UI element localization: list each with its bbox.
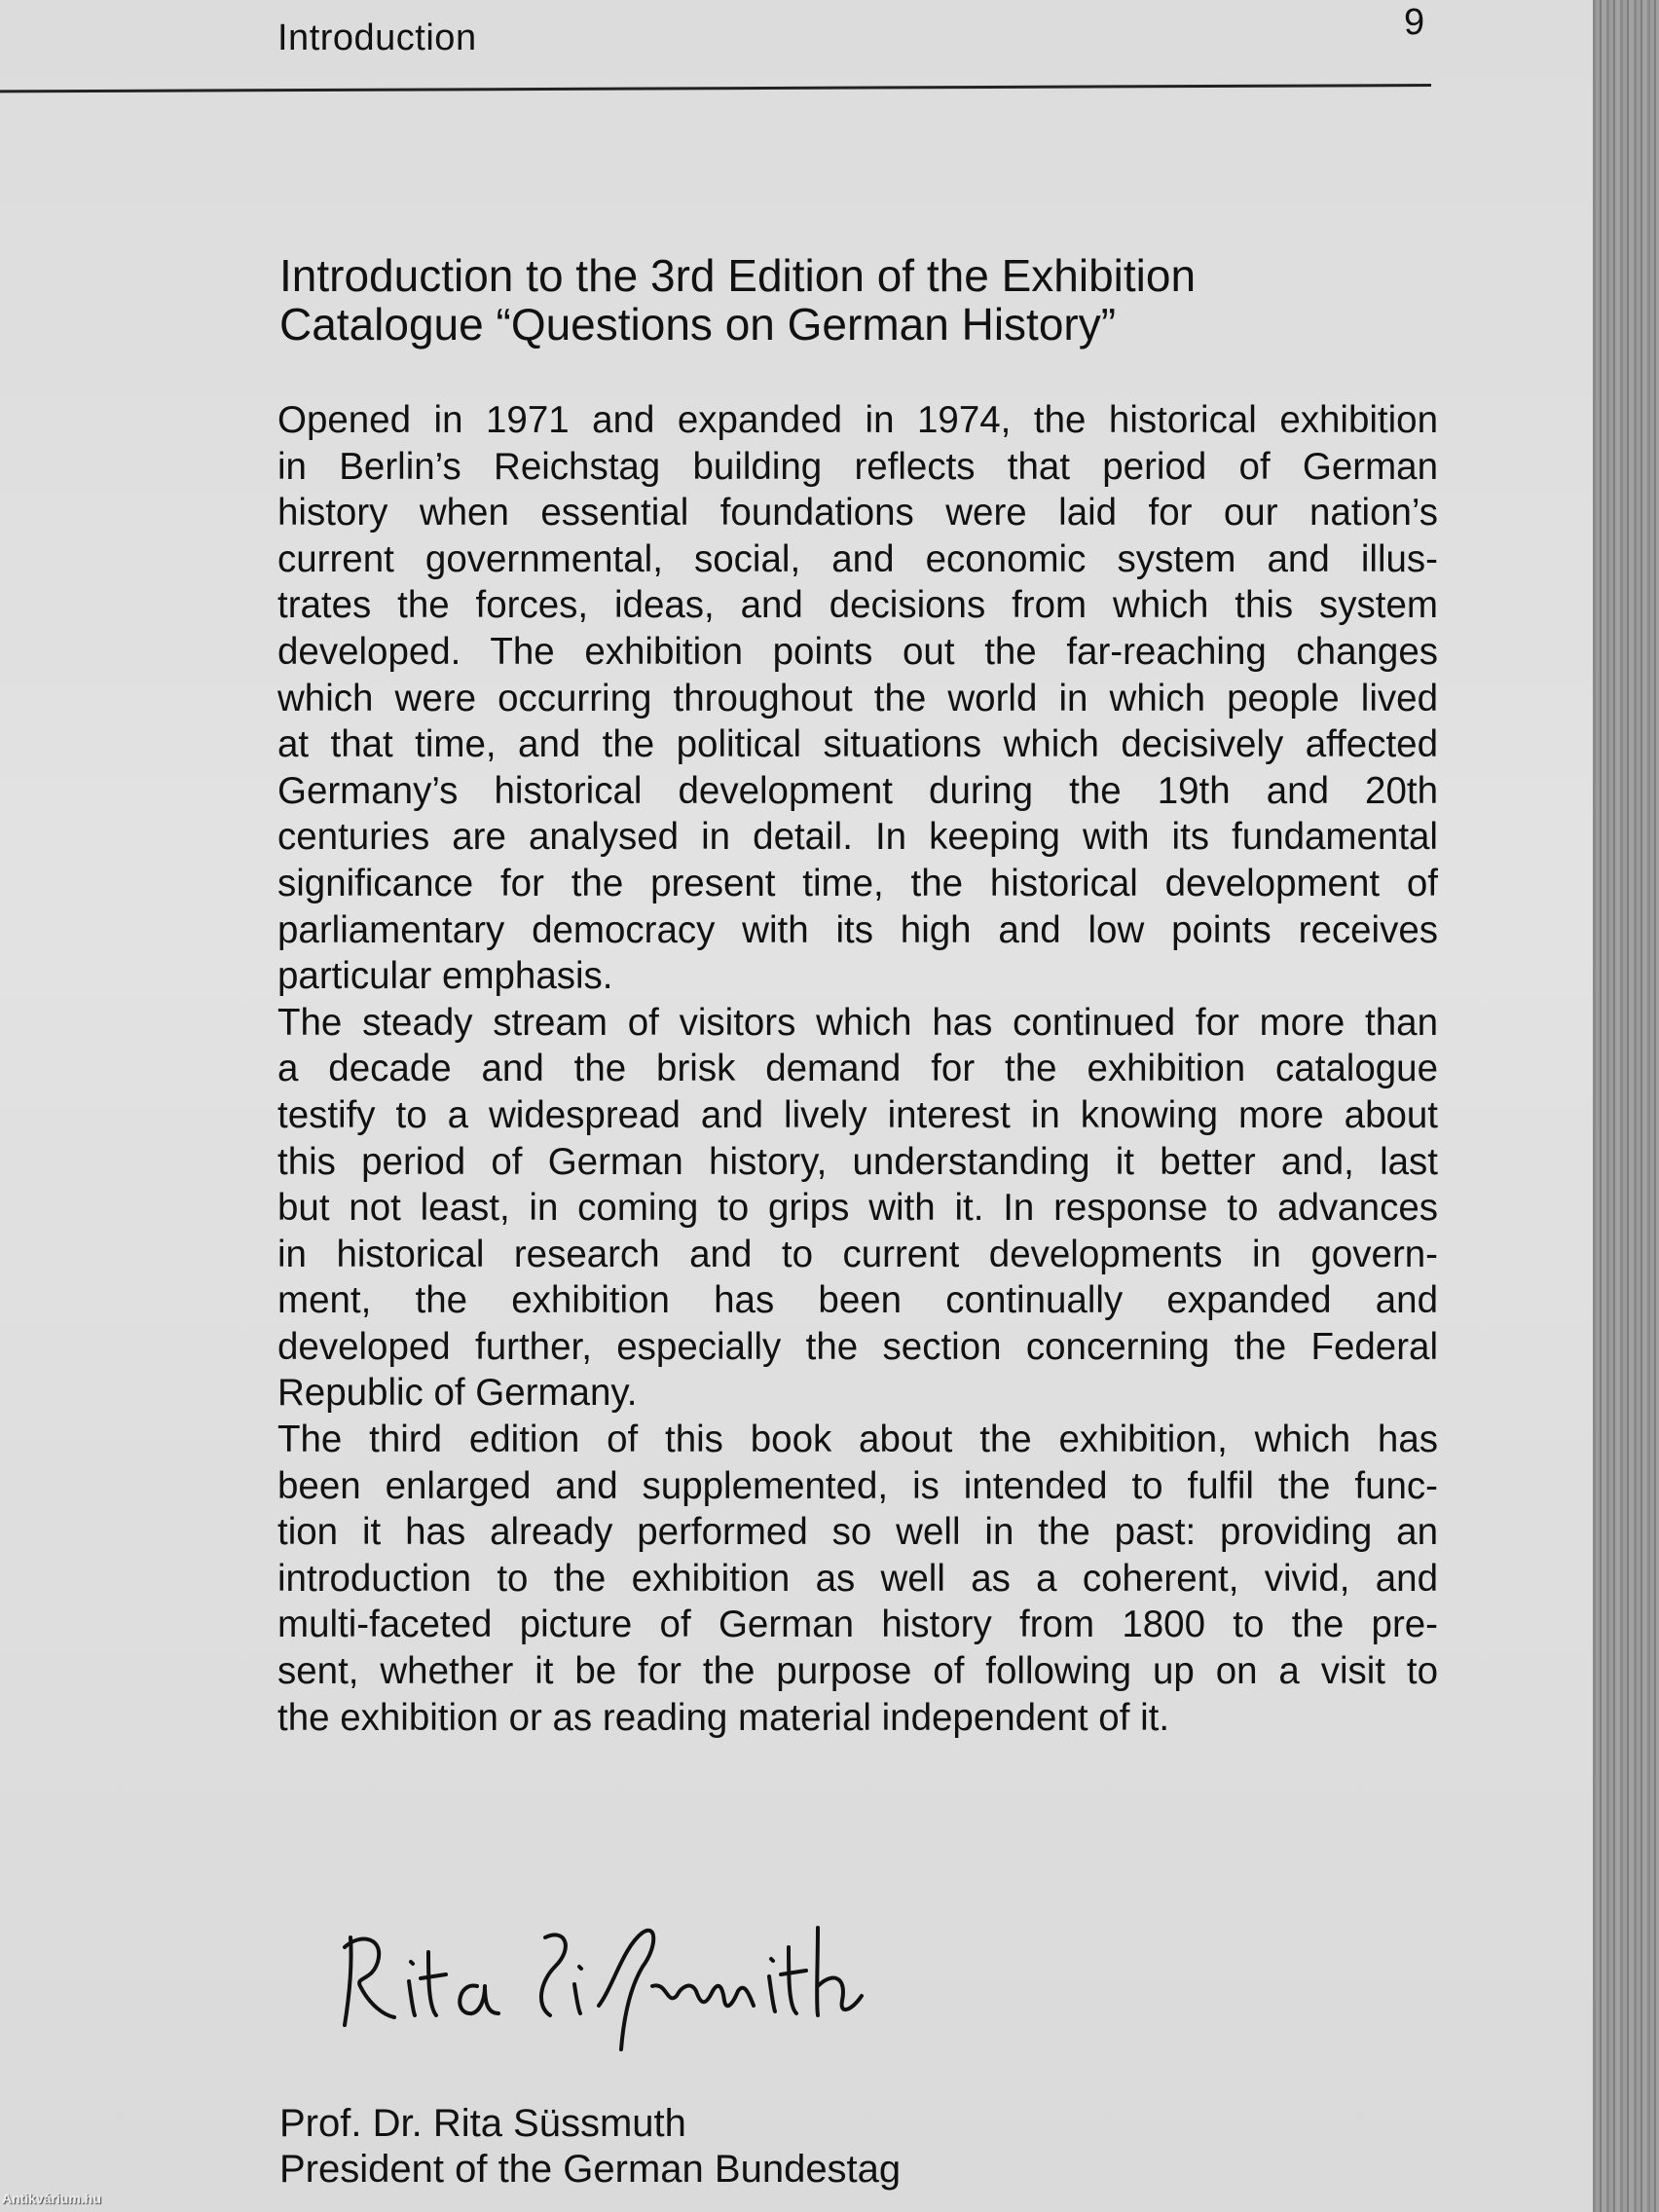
- body-text: [277, 397, 1438, 1741]
- text-line: at that time, and the political situations which decisively affected: [277, 723, 1438, 766]
- text-line: particular emphasis.: [277, 955, 613, 998]
- text-line: Opened in 1971 and expanded in 1974, the historical exhibition: [277, 399, 1438, 441]
- chapter-title: [279, 251, 1196, 349]
- text-line: but not least, in coming to grips with it. In response to advances: [277, 1187, 1438, 1230]
- text-line: developed further, especially the section concerning the Federal: [277, 1325, 1438, 1368]
- page-number: 9: [1404, 2, 1425, 43]
- text-line: in Berlin’s Reichstag building reflects that period of German: [277, 445, 1438, 488]
- text-line: the exhibition or as reading material independent of it.: [277, 1696, 1170, 1739]
- header-rule: [0, 84, 1431, 92]
- text-line: centuries are analysed in detail. In keeping with its fundamental: [277, 816, 1438, 859]
- text-line: The third edition of this book about the exhibition, which has: [277, 1419, 1438, 1461]
- signatory-position: President of the German Bundestag: [279, 2148, 902, 2191]
- text-line: history when essential foundations were laid for our nation’s: [277, 492, 1438, 535]
- text-line: in historical research and to current developments in govern-: [277, 1233, 1438, 1275]
- text-line: developed. The exhibition points out the far-reaching changes: [277, 630, 1438, 673]
- text-line: testify to a widespread and lively interest in knowing more about: [277, 1093, 1438, 1136]
- text-line: The steady stream of visitors which has continued for more than: [277, 1001, 1438, 1044]
- signatory-name: Prof. Dr. Rita Süssmuth: [279, 2102, 686, 2145]
- handwritten-signature: [331, 1908, 935, 2054]
- watermark: Antikvárium.hu: [2, 2191, 101, 2206]
- title-line: Introduction to the 3rd Edition of the Exhibition: [279, 250, 1197, 301]
- running-header: Introduction: [277, 18, 477, 58]
- text-line: current governmental, social, and economic system and illus-: [277, 537, 1438, 580]
- book-binding-edge: [1593, 0, 1659, 2212]
- text-line: parliamentary democracy with its high and low points receives: [277, 908, 1438, 951]
- paragraph: [277, 397, 1438, 1000]
- title-line: Catalogue “Questions on German History”: [279, 299, 1117, 350]
- text-line: a decade and the brisk demand for the exhibition catalogue: [277, 1048, 1438, 1090]
- text-line: ment, the exhibition has been continually expanded and: [277, 1279, 1438, 1322]
- text-line: which were occurring throughout the world in which people lived: [277, 677, 1438, 719]
- text-line: this period of German history, understanding it better and, last: [277, 1140, 1438, 1183]
- text-line: Germany’s historical development during the 19th and 20th: [277, 769, 1438, 812]
- text-line: Republic of Germany.: [277, 1372, 638, 1415]
- paragraph: [277, 1000, 1438, 1417]
- text-line: significance for the present time, the historical development of: [277, 862, 1438, 904]
- text-line: been enlarged and supplemented, is intended to fulfil the func-: [277, 1464, 1438, 1507]
- text-line: multi-faceted picture of German history from 1800 to the pre-: [277, 1604, 1438, 1646]
- text-line: trates the forces, ideas, and decisions from which this system: [277, 584, 1438, 627]
- signatory-block: [279, 2101, 901, 2193]
- text-line: sent, whether it be for the purpose of following up on a visit to: [277, 1650, 1438, 1693]
- text-line: tion it has already performed so well in the past: providing an: [277, 1511, 1438, 1554]
- paragraph: [277, 1417, 1438, 1741]
- text-line: introduction to the exhibition as well as a coherent, vivid, and: [277, 1557, 1438, 1600]
